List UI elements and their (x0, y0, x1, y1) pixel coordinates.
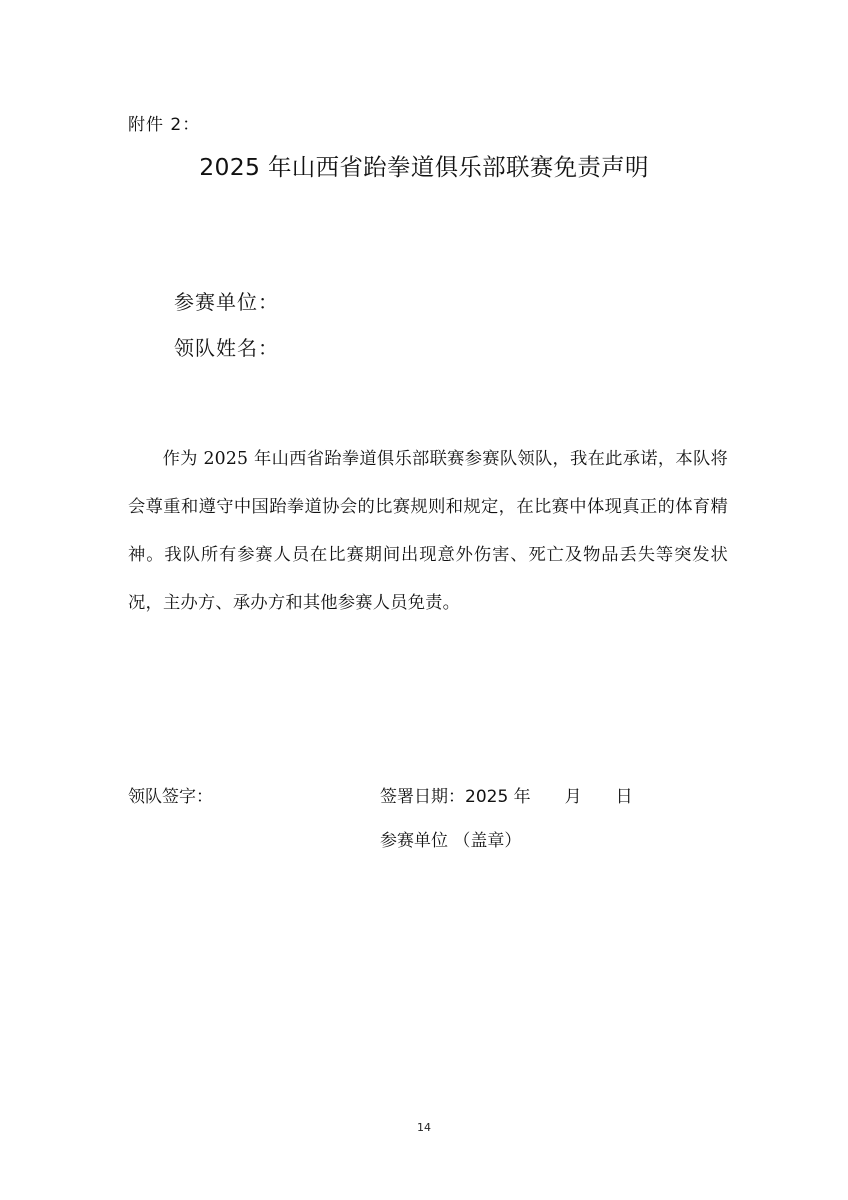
participating-unit-label: 参赛单位： (174, 290, 279, 314)
page-number: 14 (417, 1121, 431, 1134)
signing-date (380, 782, 633, 807)
team-leader-name-label: 领队姓名： (174, 336, 279, 360)
unit-seal-label: 参赛单位 （盖章） (380, 831, 522, 851)
leader-signature-label: 领队签字： (128, 787, 213, 807)
attachment-label: 附件 2： (128, 115, 201, 135)
day-label: 日 (615, 787, 633, 807)
month-label: 月 (564, 787, 582, 807)
disclaimer-body-paragraph: 作为 2025 年山西省跆拳道俱乐部联赛参赛队领队，我在此承诺，本队将会尊重和遵守中国跆拳道协会的比赛规则和规定，在比赛中体现真正的体育精神。我队所有参赛人员在比赛期间出现意外伤害、死亡及物品丢失等突发状况，主办方、承办方和其他参赛人员免责。 (128, 449, 728, 614)
signing-date-label: 签署日期：2025 年 (380, 787, 531, 807)
document-title: 2025 年山西省跆拳道俱乐部联赛免责声明 (199, 153, 649, 181)
